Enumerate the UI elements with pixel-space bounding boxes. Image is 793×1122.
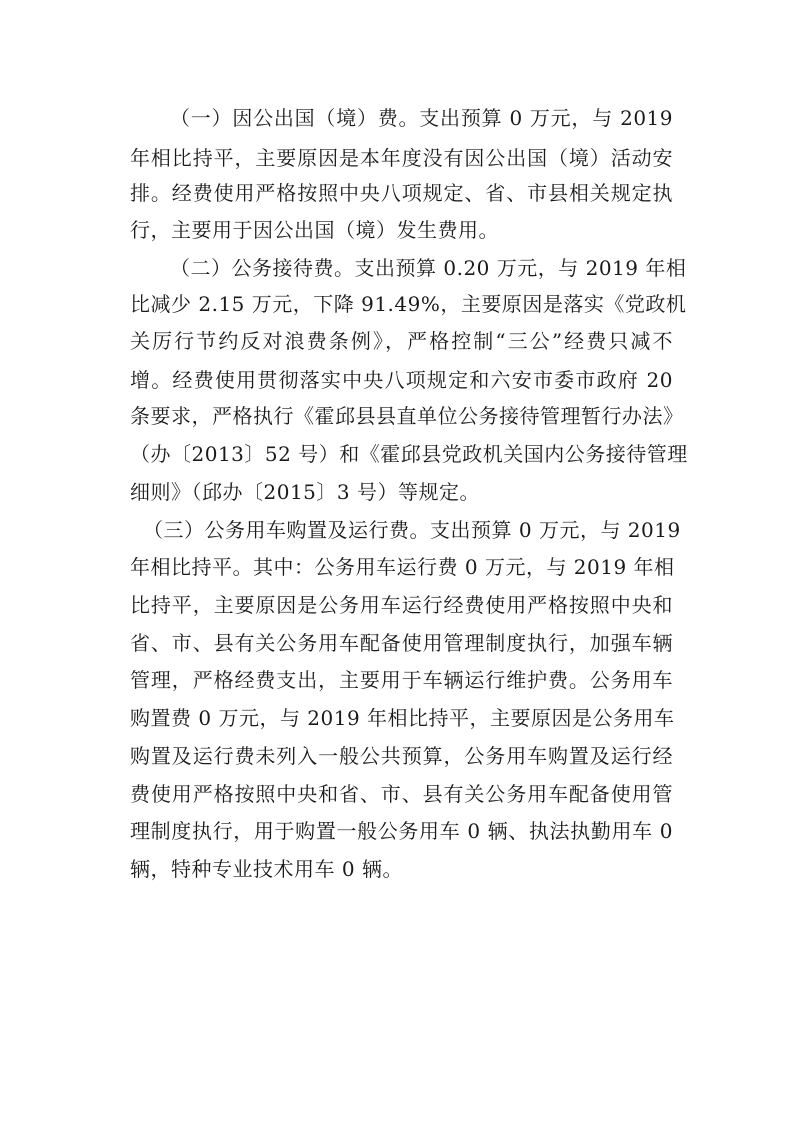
section-1-line-2: 年相比持平，主要原因是本年度没有因公出国（境）活动安 (130, 146, 673, 170)
section-1-line-1: （一）因公出国（境）费。支出预算 0 万元，与 2019 (170, 106, 673, 130)
section-2-line-5: 条要求，严格执行《霍邱县县直单位公务接待管理暂行办法》 (130, 404, 684, 428)
section-3-line-7: 购置及运行费未列入一般公共预算，公务用车购置及运行经 (130, 744, 673, 768)
section-3-line-10: 辆，特种专业技术用车 0 辆。 (130, 857, 403, 881)
section-2-line-2: 比减少 2.15 万元，下降 91.49%，主要原因是落实《党政机 (130, 292, 687, 316)
section-2-line-7: 细则》（邱办〔2015〕3 号）等规定。 (130, 480, 480, 504)
section-1-line-3: 排。经费使用严格按照中央八项规定、省、市县相关规定执 (130, 181, 673, 205)
section-3-line-3: 比持平，主要原因是公务用车运行经费使用严格按照中央和 (130, 593, 673, 617)
section-3-line-6: 购置费 0 万元，与 2019 年相比持平，主要原因是公务用车 (130, 706, 675, 730)
section-2-line-4: 增。经费使用贯彻落实中央八项规定和六安市委市政府 20 (130, 368, 673, 392)
section-2-line-1: （二）公务接待费。支出预算 0.20 万元，与 2019 年相 (170, 256, 687, 280)
section-3-line-5: 管理，严格经费支出，主要用于车辆运行维护费。公务用车 (130, 668, 673, 692)
section-2-line-3: 关厉行节约反对浪费条例》，严格控制“三公”经费只减不 (130, 329, 673, 353)
section-1-line-4: 行，主要用于因公出国（境）发生费用。 (130, 218, 499, 242)
section-3-line-9: 理制度执行，用于购置一般公务用车 0 辆、执法执勤用车 0 (130, 819, 673, 843)
section-3-line-8: 费使用严格按照中央和省、市、县有关公务用车配备使用管 (130, 782, 673, 806)
section-3-line-1: （三）公务用车购置及运行费。支出预算 0 万元，与 2019 (143, 518, 681, 542)
section-3-line-4: 省、市、县有关公务用车配备使用管理制度执行，加强车辆 (130, 631, 673, 655)
section-3-line-2: 年相比持平。其中：公务用车运行费 0 万元，与 2019 年相 (130, 555, 675, 579)
section-2-line-6: （办〔2013〕52 号）和《霍邱县党政机关国内公务接待管理 (130, 442, 688, 466)
